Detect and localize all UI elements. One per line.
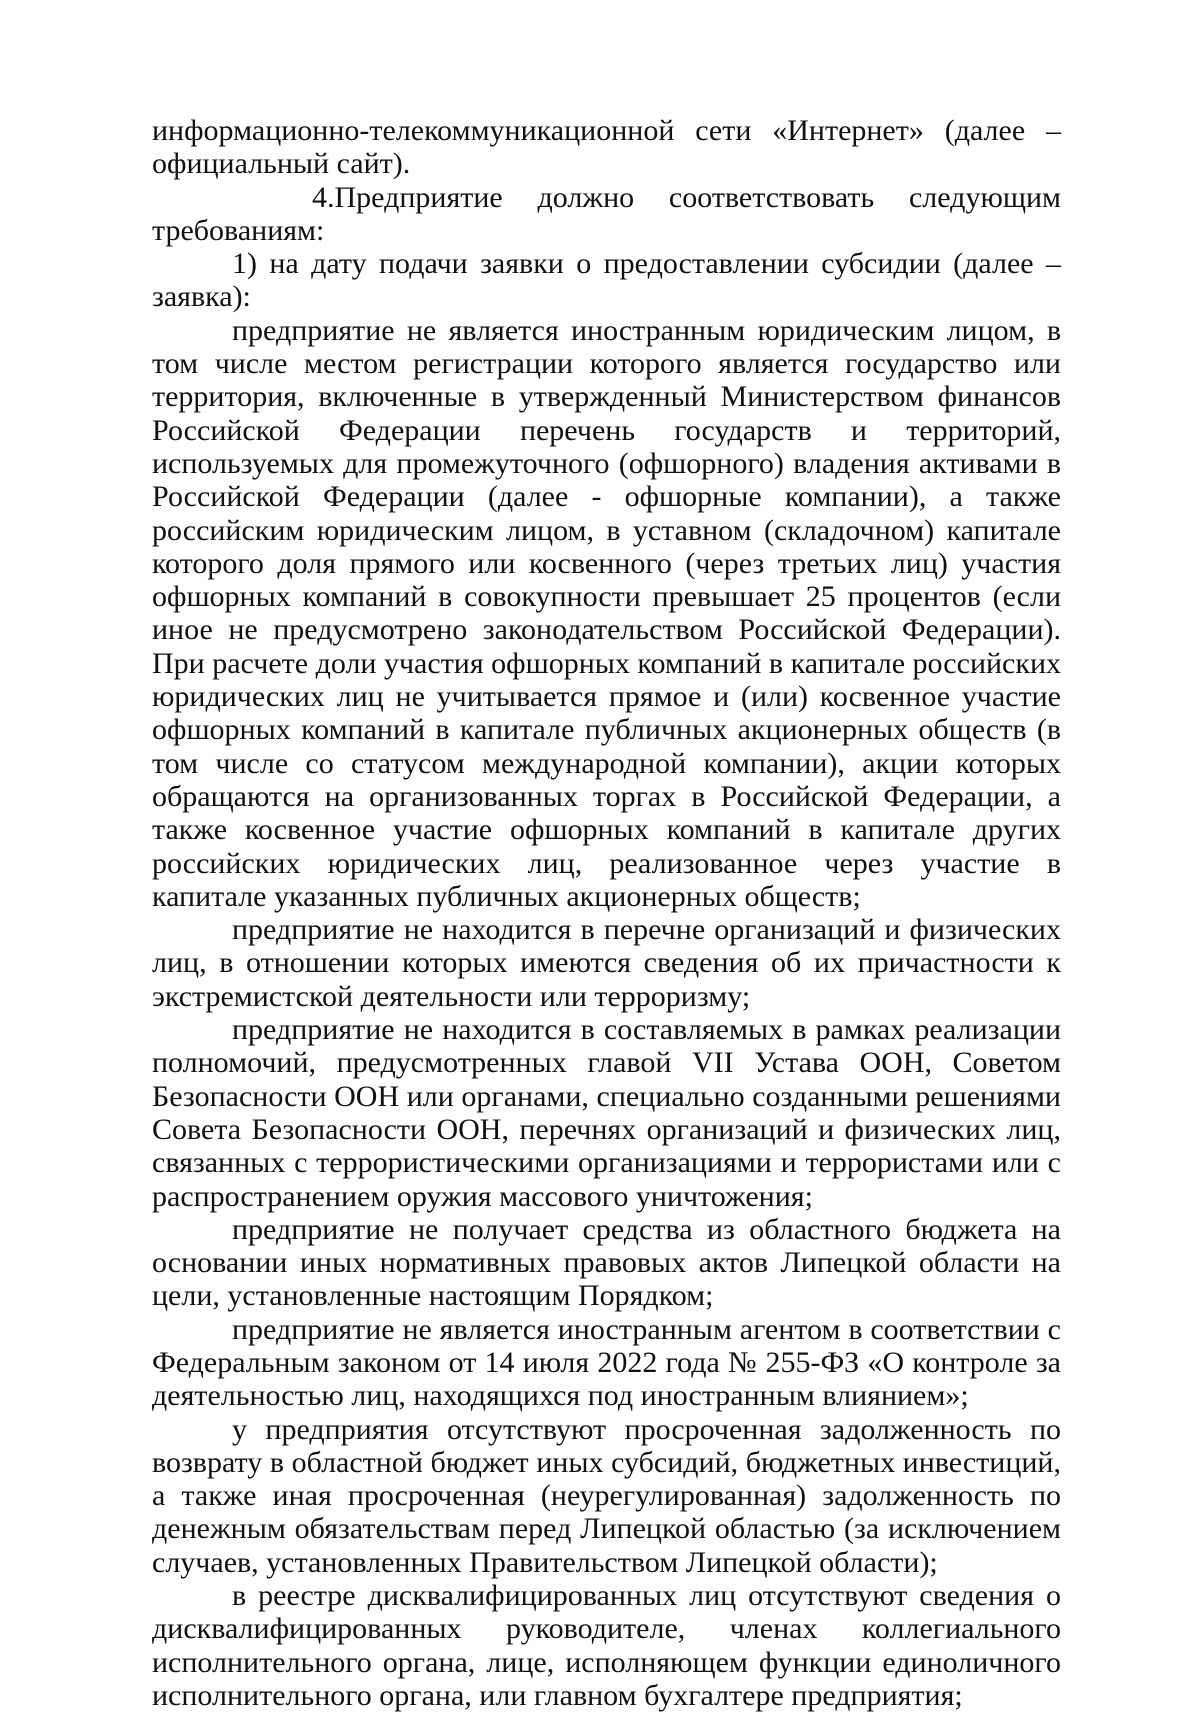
item-number: 4. [312,180,335,214]
paragraph-un-security-list: предприятие не находится в составляемых в рамках реализации полномочий, предусмотренных главой VII Устава ООН, Советом Безопасности ООН или органами, специально созданными решениями Совета Безопасности ООН, перечнях организаций и физических лиц, связанных с террористическими организациями и террористами или с распространением оружия массового уничтожения; [152,1013,1061,1213]
item-text: Предприятие должно соответствовать следующим требованиям: [152,180,1061,247]
paragraph-submission-date: 1) на дату подачи заявки о предоставлении субсидии (далее – заявка): [152,247,1061,314]
document-body [152,114,1061,1712]
paragraph-offshore-requirement: предприятие не является иностранным юридическим лицом, в том числе местом регистрации которого является государство или территория, включенные в утвержденный Министерством финансов Российской Федерации перечень государств и территорий, используемых для промежуточного (офшорного) владения активами в Российской Федерации (далее - офшорные компании), а также российским юридическим лицом, в уставном (складочном) капитале которого доля прямого или косвенного (через третьих лиц) участия офшорных компаний в совокупности превышает 25 процентов (если иное не предусмотрено законодательством Российской Федерации). При расчете доли участия офшорных компаний в капитале российских юридических лиц не учитывается прямое и (или) косвенное участие офшорных компаний в капитале публичных акционерных обществ (в том числе со статусом международной компании), акции которых обращаются на организованных торгах в Российской Федерации, а также косвенное участие офшорных компаний в капитале других российских юридических лиц, реализованное через участие в капитале указанных публичных акционерных обществ; [152,313,1061,913]
paragraph-foreign-agent: предприятие не является иностранным агентом в соответствии с Федеральным законом от 14 июля 2022 года № 255-ФЗ «О контроле за деятельностью лиц, находящихся под иностранным влиянием»; [152,1312,1061,1413]
paragraph-requirement-heading [152,181,1061,248]
paragraph-debt-requirement: у предприятия отсутствуют просроченная задолженность по возврату в областной бюджет иных субсидий, бюджетных инвестиций, а также иная просроченная (неурегулированная) задолженность по денежным обязательствам перед Липецкой областью (за исключением случаев, установленных Правительством Липецкой области); [152,1412,1061,1579]
paragraph-disqualified-persons: в реестре дисквалифицированных лиц отсутствуют сведения о дисквалифицированных руководителе, членах коллегиального исполнительного органа, лице, исполняющем функции единоличного исполнительного органа, или главном бухгалтере предприятия; [152,1579,1061,1712]
paragraph-site-definition: информационно-телекоммуникационной сети «Интернет» (далее – официальный сайт). [152,114,1061,181]
paragraph-other-funding: предприятие не получает средства из областного бюджета на основании иных нормативных правовых актов Липецкой области на цели, установленные настоящим Порядком; [152,1212,1061,1313]
paragraph-extremism-list: предприятие не находится в перечне организаций и физических лиц, в отношении которых имеются сведения об их причастности к экстремистской деятельности или терроризму; [152,913,1061,1013]
